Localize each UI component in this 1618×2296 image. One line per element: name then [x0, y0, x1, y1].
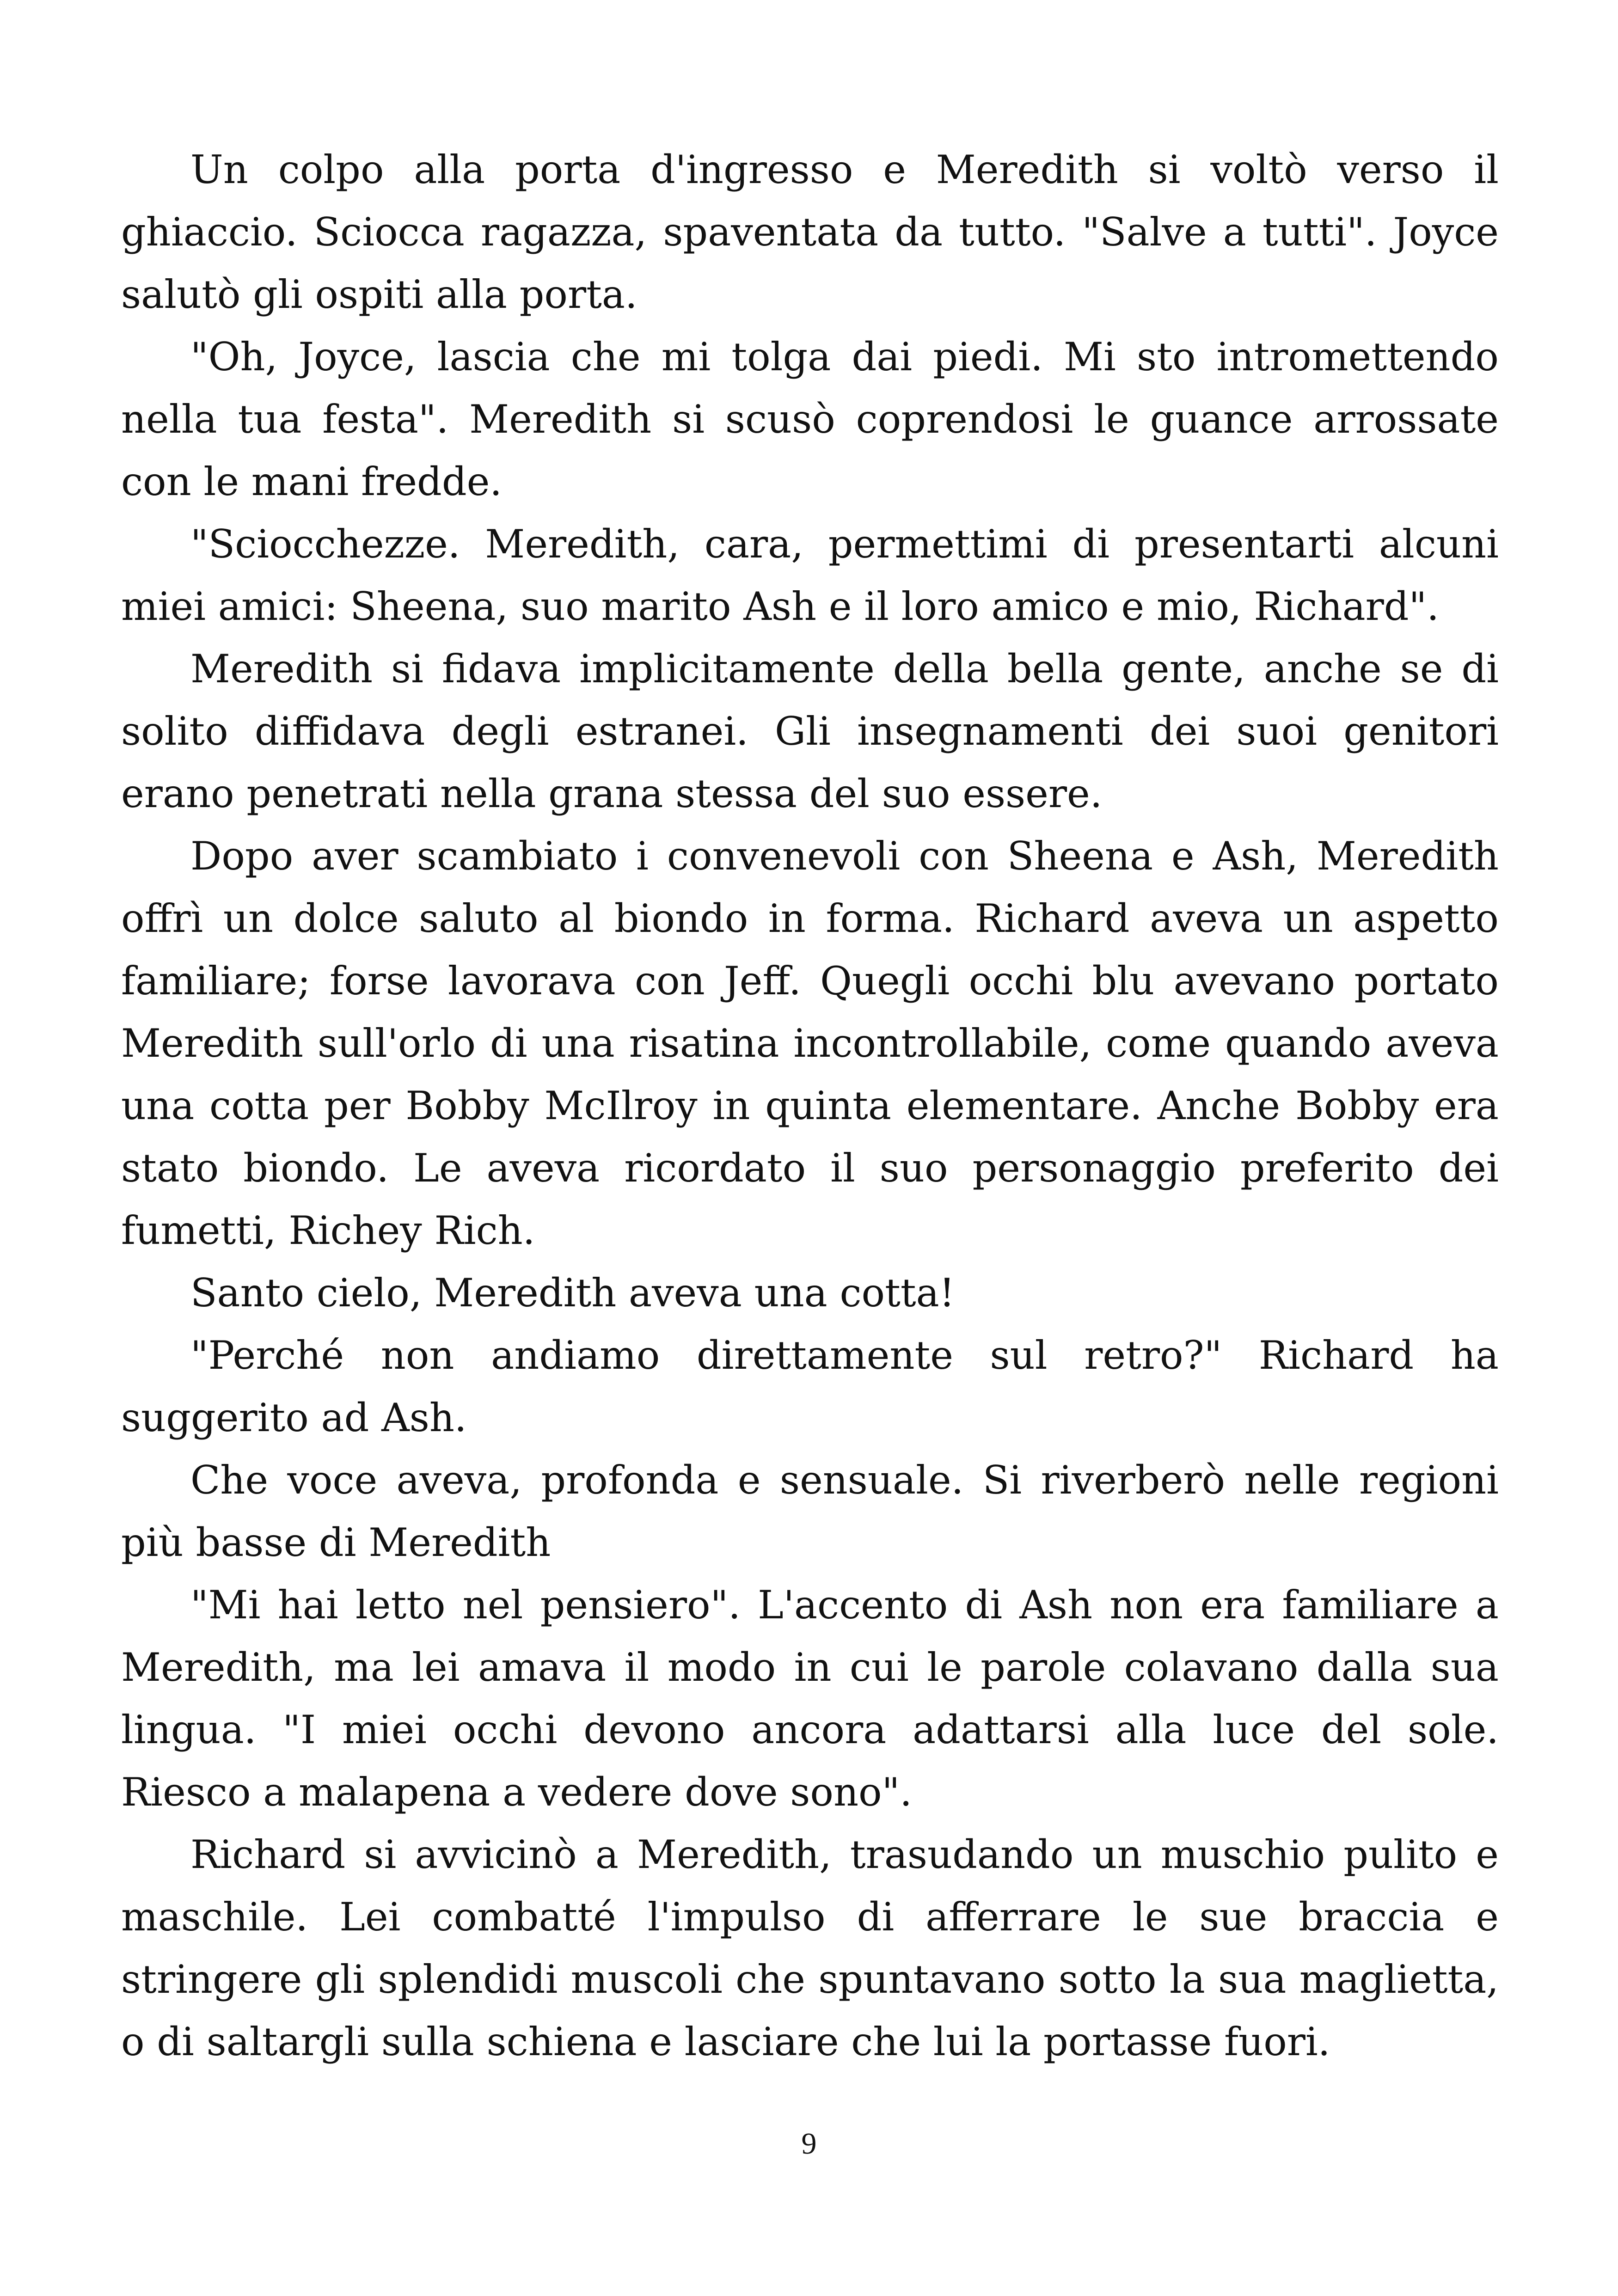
- page-number: 9: [801, 2127, 817, 2161]
- paragraph-6: Santo cielo, Meredith aveva una cotta!: [190, 1270, 955, 1316]
- paragraph-4: Meredith si fidava implicitamente della bella gente, anche se di solito diffidava degli estranei. Gli insegnamenti dei suoi genitori erano penetrati nella grana stessa del suo essere.: [121, 646, 1499, 816]
- paragraph-3: "Sciocchezze. Meredith, cara, permettimi di presentarti alcuni miei amici: Sheena, suo marito Ash e il loro amico e mio, Richard".: [121, 521, 1499, 629]
- paragraph-2: "Oh, Joyce, lascia che mi tolga dai piedi. Mi sto intromettendo nella tua festa". Meredith si scusò coprendosi le guance arrossate con le mani fredde.: [121, 334, 1499, 504]
- paragraph-7: "Perché non andiamo direttamente sul retro?" Richard ha suggerito ad Ash.: [121, 1333, 1499, 1440]
- paragraph-1: Un colpo alla porta d'ingresso e Meredith si voltò verso il ghiaccio. Sciocca ragazza, spaventata da tutto. "Salve a tutti". Joyce salutò gli ospiti alla porta.: [121, 147, 1499, 317]
- page-body: [121, 139, 1499, 2173]
- paragraph-9: "Mi hai letto nel pensiero". L'accento di Ash non era familiare a Meredith, ma lei amava il modo in cui le parole colavano dalla sua lingua. "I miei occhi devono ancora adattarsi alla luce del sole. Riesco a malapena a vedere dove sono".: [121, 1582, 1499, 1815]
- paragraph-5: Dopo aver scambiato i convenevoli con Sheena e Ash, Meredith offrì un dolce saluto al biondo in forma. Richard aveva un aspetto familiare; forse lavorava con Jeff. Quegli occhi blu avevano portato Meredith sull'orlo di una risatina incontrollabile, come quando aveva una cotta per Bobby McIlroy in quinta elementare. Anche Bobby era stato biondo. Le aveva ricordato il suo personaggio preferito dei fumetti, Richey Rich.: [121, 833, 1499, 1253]
- paragraph-8: Che voce aveva, profonda e sensuale. Si riverberò nelle regioni più basse di Meredith: [121, 1457, 1499, 1565]
- paragraph-10: Richard si avvicinò a Meredith, trasudando un muschio pulito e maschile. Lei combatté l'impulso di afferrare le sue braccia e stringere gli splendidi muscoli che spuntavano sotto la sua maglietta, o di saltargli sulla schiena e lasciare che lui la portasse fuori.: [121, 1832, 1499, 2064]
